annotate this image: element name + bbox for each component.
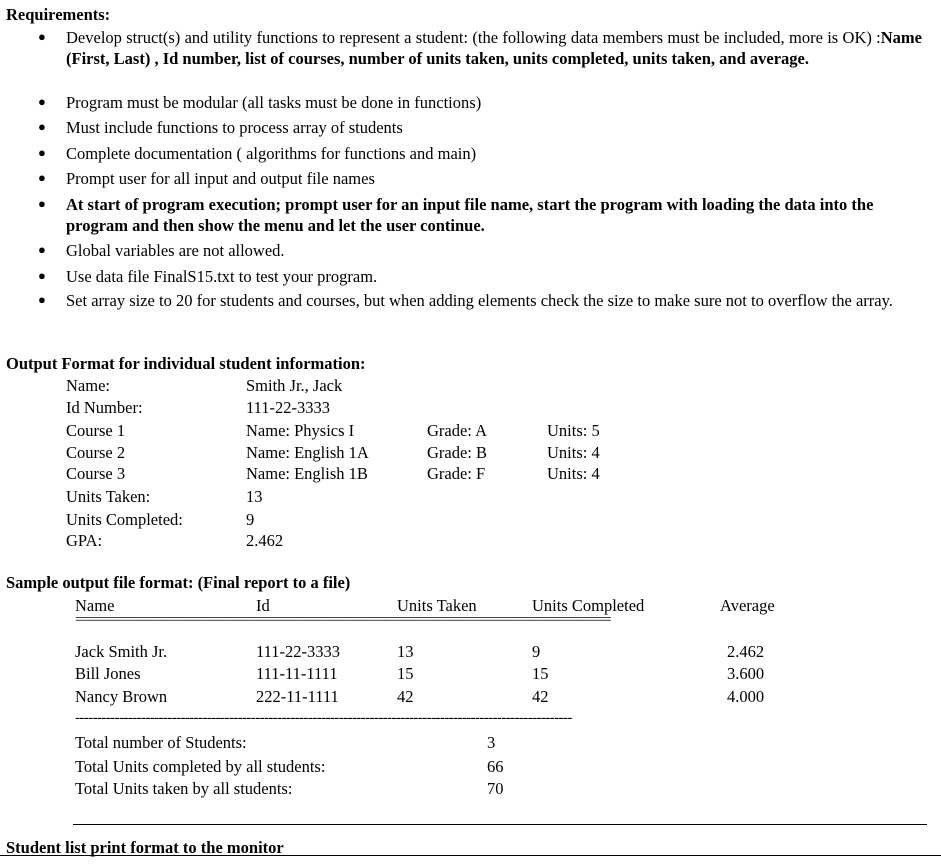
row-average: 4.000	[727, 687, 765, 706]
row-id: 111-11-1111	[256, 664, 338, 683]
course-units: Units: 5	[547, 421, 600, 440]
row-taken: 15	[397, 664, 414, 683]
total-label: Total Units taken by all students:	[75, 779, 293, 798]
gpa-label: GPA:	[66, 531, 103, 550]
name-label: Name:	[66, 376, 110, 395]
bullet-icon: ●	[38, 119, 46, 134]
total-value: 66	[487, 757, 504, 776]
requirement-item-9: Set array size to 20 for students and courses, but when adding elements check the size to make sure not to overflow the array.	[66, 291, 893, 310]
requirement-item-7: Global variables are not allowed.	[66, 241, 285, 260]
requirement-item-1-text: Develop struct(s) and utility functions to represent a student: (the following data members must be included, more is OK) :	[66, 28, 881, 47]
course-grade: Grade: A	[427, 421, 488, 440]
course-units: Units: 4	[547, 464, 600, 483]
total-label: Total Units completed by all students:	[75, 757, 326, 776]
requirement-item-6: At start of program execution; prompt user for an input file name, start the program with loading the data into the program and then show the menu and let the user continue.	[66, 195, 874, 235]
bullet-icon: ●	[38, 29, 46, 44]
row-name: Jack Smith Jr.	[75, 642, 168, 661]
row-id: 111-22-3333	[256, 642, 341, 661]
requirement-item-3: Must include functions to process array of students	[66, 118, 403, 137]
units-taken-label: Units Taken:	[66, 487, 151, 506]
cutoff-heading-text: Student list print format to the monitor	[6, 838, 284, 857]
total-value: 3	[487, 733, 496, 752]
row-completed: 9	[532, 642, 541, 661]
section-divider	[73, 824, 927, 825]
requirement-item-5: Prompt user for all input and output file names	[66, 169, 375, 188]
row-name: Nancy Brown	[75, 687, 168, 706]
requirement-item-4: Complete documentation ( algorithms for functions and main)	[66, 144, 477, 163]
row-name: Bill Jones	[75, 664, 141, 683]
name-value: Smith Jr., Jack	[246, 376, 343, 395]
row-completed: 42	[532, 687, 549, 706]
output-format-heading: Output Format for individual student information:	[6, 354, 366, 373]
header-units-completed: Units Completed	[532, 596, 645, 615]
row-taken: 42	[397, 687, 414, 706]
bullet-icon: ●	[38, 196, 46, 211]
header-name: Name	[75, 596, 115, 615]
header-units-taken: Units Taken	[397, 596, 477, 615]
bullet-icon: ●	[38, 170, 46, 185]
requirement-item-1-bold: Name (First, Last) , Id number, list of courses, number of units taken, units completed, units taken, and average.	[66, 28, 922, 68]
requirement-item-1	[66, 27, 922, 69]
gpa-value: 2.462	[246, 531, 284, 550]
sample-output-heading: Sample output file format: (Final report to a file)	[6, 573, 351, 592]
header-id: Id	[256, 596, 270, 615]
course-label: Course 1	[66, 421, 126, 440]
course-name: Name: Physics I	[246, 421, 355, 440]
id-label: Id Number:	[66, 398, 143, 417]
bullet-icon: ●	[38, 242, 46, 257]
total-label: Total number of Students:	[75, 733, 247, 752]
row-taken: 13	[397, 642, 414, 661]
course-grade: Grade: F	[427, 464, 486, 483]
row-completed: 15	[532, 664, 549, 683]
units-completed-label: Units Completed:	[66, 510, 183, 529]
page-bottom-edge	[0, 855, 941, 856]
bullet-icon: ●	[38, 145, 46, 160]
bullet-icon: ●	[38, 268, 46, 283]
units-completed-value: 9	[246, 510, 255, 529]
double-rule: ==============================================================================	[75, 612, 611, 628]
course-name: Name: English 1A	[246, 443, 369, 462]
bullet-icon: ●	[38, 292, 46, 307]
requirements-heading: Requirements:	[6, 5, 111, 24]
requirement-item-8: Use data file FinalS15.txt to test your program.	[66, 267, 378, 286]
header-average: Average	[720, 596, 775, 615]
row-average: 3.600	[727, 664, 765, 683]
course-label: Course 2	[66, 443, 126, 462]
course-grade: Grade: B	[427, 443, 488, 462]
course-label: Course 3	[66, 464, 126, 483]
total-value: 70	[487, 779, 504, 798]
row-average: 2.462	[727, 642, 765, 661]
cutoff-heading	[6, 838, 284, 857]
dash-rule: -----------------------------------------------------------------------------------------------------------------	[75, 710, 572, 726]
units-taken-value: 13	[246, 487, 263, 506]
id-value: 111-22-3333	[246, 398, 331, 417]
bullet-icon: ●	[38, 94, 46, 109]
course-name: Name: English 1B	[246, 464, 368, 483]
requirement-item-2: Program must be modular (all tasks must be done in functions)	[66, 93, 482, 112]
course-units: Units: 4	[547, 443, 600, 462]
row-id: 222-11-1111	[256, 687, 339, 706]
